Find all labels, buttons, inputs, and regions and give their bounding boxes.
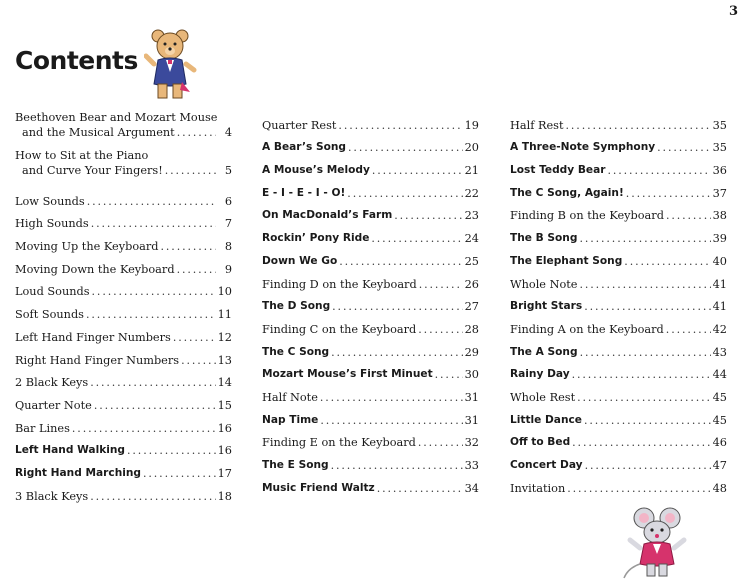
toc-leader-dots [92, 284, 216, 299]
toc-entry-title: 3 Black Keys [15, 489, 89, 503]
toc-entry-title: How to Sit at the Piano [15, 149, 149, 162]
toc-entry-page: 31 [464, 413, 479, 427]
toc-entry-page: 16 [217, 421, 232, 435]
toc-entry-page: 41 [712, 277, 727, 291]
toc-entry-page: 6 [224, 194, 232, 208]
toc-leader-dots [331, 458, 463, 473]
toc-entry-title: and the Musical Argument [22, 126, 175, 139]
toc-entry [15, 110, 232, 148]
toc-leader-dots [624, 254, 710, 269]
toc-leader-dots [579, 231, 710, 246]
toc-leader-dots [181, 353, 216, 368]
toc-entry-page: 20 [464, 141, 479, 155]
toc-entry-page: 43 [712, 345, 727, 359]
toc-entry-page: 34 [464, 481, 479, 495]
toc-leader-dots [584, 299, 710, 314]
toc-entry-title: Little Dance [510, 413, 582, 426]
toc-entry [15, 299, 232, 322]
toc-entry-title: Right Hand Finger Numbers [15, 353, 180, 367]
toc-entry [510, 292, 727, 315]
toc-entry-page: 22 [464, 186, 479, 200]
toc-entry-page: 19 [464, 118, 479, 132]
toc-entry [15, 458, 232, 481]
toc-leader-dots [339, 254, 462, 269]
toc-entry-title: Finding E on the Keyboard [262, 436, 416, 450]
toc-leader-dots [666, 322, 711, 337]
toc-entry-page: 13 [217, 353, 232, 367]
toc-leader-dots [347, 186, 462, 201]
toc-leader-dots [177, 262, 216, 277]
toc-entry [15, 368, 232, 391]
toc-leader-dots [72, 421, 216, 436]
contents-column-2 [262, 110, 479, 496]
toc-entry-page: 28 [464, 322, 479, 336]
toc-entry-title: Rockin’ Pony Ride [262, 232, 370, 245]
toc-entry-page: 45 [712, 413, 727, 427]
toc-leader-dots [607, 163, 710, 178]
toc-entry-title: Nap Time [262, 413, 319, 426]
toc-entry-title: Bright Stars [510, 300, 583, 313]
toc-entry [510, 246, 727, 269]
toc-leader-dots [90, 489, 215, 504]
toc-entry-title: The Elephant Song [510, 254, 623, 267]
page-title: Contents [15, 46, 138, 75]
toc-entry-page: 16 [217, 444, 232, 458]
toc-entry-page: 4 [224, 126, 232, 139]
toc-entry-title: Quarter Note [15, 398, 92, 412]
toc-leader-dots [177, 125, 216, 140]
toc-leader-dots [371, 231, 462, 246]
toc-entry [510, 223, 727, 246]
toc-leader-dots [585, 458, 711, 473]
toc-entry-title: On MacDonald’s Farm [262, 209, 393, 222]
toc-leader-dots [173, 330, 216, 345]
toc-leader-dots [657, 140, 710, 155]
toc-entry-page: 47 [712, 459, 727, 472]
toc-leader-dots [86, 307, 216, 322]
toc-entry-page: 37 [712, 186, 727, 200]
toc-leader-dots [161, 239, 216, 254]
toc-entry-title: Rainy Day [510, 368, 570, 381]
toc-leader-dots [572, 367, 711, 382]
toc-entry-title: Finding B on the Keyboard [510, 209, 664, 223]
toc-leader-dots [666, 208, 711, 223]
toc-entry-page: 36 [712, 164, 727, 178]
toc-entry [15, 390, 232, 413]
toc-leader-dots [580, 277, 711, 292]
toc-leader-dots [87, 194, 216, 209]
toc-entry-title: A Three-Note Symphony [510, 141, 656, 154]
toc-entry [15, 322, 232, 345]
toc-entry [510, 337, 727, 360]
toc-entry-title: Off to Bed [510, 436, 571, 449]
toc-entry [510, 314, 727, 337]
toc-entry-title: Concert Day [510, 459, 583, 471]
toc-entry-title: Bar Lines [15, 421, 70, 435]
toc-leader-dots [320, 390, 463, 405]
toc-entry-page: 40 [712, 254, 727, 268]
toc-leader-dots [418, 322, 462, 337]
toc-entry-title: Low Sounds [15, 194, 85, 208]
contents-column-3 [510, 110, 727, 496]
toc-entry [15, 254, 232, 277]
toc-entry-page: 46 [712, 436, 727, 450]
toc-entry-page: 33 [464, 459, 479, 472]
toc-entry-page: 45 [712, 390, 727, 404]
toc-entry [15, 209, 232, 232]
toc-entry-title: Whole Rest [510, 390, 576, 404]
toc-leader-dots [567, 481, 710, 496]
toc-entry-title: High Sounds [15, 217, 89, 231]
toc-entry-page: 24 [464, 232, 479, 246]
toc-entry-title: E - I - E - I - O! [262, 186, 346, 199]
toc-leader-dots [580, 345, 711, 360]
toc-entry [262, 223, 479, 246]
toc-entry-page: 39 [712, 232, 727, 246]
contents-column-1 [15, 110, 232, 504]
toc-entry-title: The E Song [262, 459, 329, 471]
toc-entry-title: Mozart Mouse’s First Minuet [262, 368, 433, 381]
toc-entry-title: and Curve Your Fingers! [22, 164, 163, 177]
toc-entry-page: 11 [217, 308, 232, 322]
toc-leader-dots [394, 208, 462, 223]
toc-entry [262, 337, 479, 360]
toc-entry-page: 27 [464, 300, 479, 314]
toc-entry-title: Left Hand Walking [15, 444, 126, 457]
toc-entry-page: 18 [217, 489, 232, 503]
toc-entry-title: Right Hand Marching [15, 466, 141, 479]
toc-leader-dots [584, 413, 711, 428]
toc-entry-page: 5 [224, 164, 232, 177]
toc-entry [15, 345, 232, 368]
toc-entry [15, 436, 232, 459]
toc-entry [262, 360, 479, 383]
toc-entry-title: The B Song [510, 232, 578, 245]
toc-leader-dots [127, 443, 216, 458]
toc-entry [15, 148, 232, 186]
toc-entry [15, 413, 232, 436]
toc-entry-page: 7 [224, 217, 232, 231]
toc-entry-page: 30 [464, 368, 479, 382]
toc-leader-dots [165, 163, 216, 178]
toc-entry-title: Invitation [510, 481, 566, 495]
toc-leader-dots [332, 299, 462, 314]
toc-entry-title: Beethoven Bear and Mozart Mouse [15, 111, 218, 124]
toc-entry [510, 269, 727, 292]
toc-leader-dots [372, 163, 463, 178]
toc-entry-page: 44 [712, 368, 727, 382]
toc-entry [262, 405, 479, 428]
toc-entry-page: 38 [712, 209, 727, 223]
toc-entry [262, 178, 479, 201]
toc-entry-page: 29 [464, 345, 479, 359]
toc-leader-dots [418, 435, 463, 450]
toc-leader-dots [419, 277, 463, 292]
toc-entry-title: The C Song [262, 345, 330, 358]
toc-entry-title: Whole Note [510, 277, 578, 291]
toc-entry [510, 201, 727, 224]
toc-entry [262, 428, 479, 451]
toc-entry [262, 110, 479, 133]
toc-entry-title: Down We Go [262, 254, 338, 267]
toc-leader-dots [91, 216, 216, 231]
toc-leader-dots [338, 118, 462, 133]
toc-entry [510, 473, 727, 496]
toc-entry-page: 48 [712, 481, 727, 495]
toc-leader-dots [94, 398, 216, 413]
toc-entry [510, 155, 727, 178]
toc-entry-page: 15 [217, 398, 232, 412]
toc-entry [262, 450, 479, 473]
bear-mascot-icon [144, 26, 198, 102]
toc-leader-dots [320, 413, 462, 428]
toc-entry [262, 246, 479, 269]
toc-entry [262, 382, 479, 405]
toc-entry-title: Loud Sounds [15, 285, 90, 299]
toc-entry [15, 186, 232, 209]
toc-entry-page: 25 [464, 254, 479, 268]
toc-entry-page: 42 [712, 322, 727, 336]
toc-entry-title: Half Rest [510, 118, 564, 132]
toc-entry [262, 133, 479, 156]
toc-entry-title: Finding D on the Keyboard [262, 277, 417, 291]
toc-entry-page: 35 [712, 118, 727, 132]
toc-entry-page: 35 [712, 141, 727, 155]
toc-entry-page: 31 [464, 390, 479, 404]
toc-leader-dots [143, 466, 216, 481]
toc-entry-title: Finding C on the Keyboard [262, 322, 417, 336]
toc-entry [15, 481, 232, 504]
toc-entry-title: The A Song [510, 345, 578, 358]
toc-entry-title: Quarter Rest [262, 118, 337, 132]
toc-entry [510, 178, 727, 201]
toc-leader-dots [626, 186, 711, 201]
toc-entry [510, 133, 727, 156]
toc-leader-dots [331, 345, 462, 360]
toc-entry-title: 2 Black Keys [15, 376, 89, 390]
toc-entry [15, 277, 232, 300]
toc-entry-title: Moving Up the Keyboard [15, 240, 159, 254]
toc-entry-page: 8 [224, 240, 232, 254]
toc-leader-dots [572, 435, 710, 450]
mouse-mascot-icon [622, 506, 692, 580]
toc-entry [510, 428, 727, 451]
toc-entry [510, 382, 727, 405]
toc-leader-dots [377, 481, 463, 496]
toc-entry-page: 32 [464, 436, 479, 450]
toc-entry-title: A Mouse’s Melody [262, 164, 370, 177]
toc-entry-page: 12 [217, 330, 232, 344]
toc-entry [510, 405, 727, 428]
toc-entry [510, 360, 727, 383]
toc-entry [510, 110, 727, 133]
toc-entry-page: 26 [464, 277, 479, 291]
toc-entry [262, 269, 479, 292]
toc-entry-page: 9 [224, 262, 232, 276]
toc-entry-page: 17 [217, 466, 232, 480]
toc-leader-dots [90, 375, 215, 390]
toc-entry-title: Half Note [262, 390, 318, 404]
toc-entry [262, 292, 479, 315]
toc-entry-page: 41 [712, 300, 727, 314]
toc-entry [262, 473, 479, 496]
toc-entry-title: Left Hand Finger Numbers [15, 330, 171, 344]
toc-entry-title: Lost Teddy Bear [510, 164, 606, 177]
toc-entry-page: 23 [464, 209, 479, 223]
toc-entry [262, 155, 479, 178]
toc-leader-dots [348, 140, 463, 155]
toc-entry-title: Music Friend Waltz [262, 481, 375, 494]
toc-entry [510, 450, 727, 473]
toc-entry [15, 231, 232, 254]
toc-entry-title: Soft Sounds [15, 308, 84, 322]
toc-entry-page: 21 [464, 164, 479, 178]
toc-entry-title: Moving Down the Keyboard [15, 262, 175, 276]
toc-leader-dots [435, 367, 463, 382]
toc-entry-title: A Bear’s Song [262, 141, 347, 154]
toc-leader-dots [577, 390, 711, 405]
toc-entry-page: 10 [217, 285, 232, 299]
toc-entry-title: The C Song, Again! [510, 186, 624, 199]
toc-entry [262, 201, 479, 224]
toc-entry-title: Finding A on the Keyboard [510, 322, 664, 336]
page-number: 3 [728, 4, 738, 19]
toc-entry-title: The D Song [262, 300, 331, 313]
toc-entry-page: 14 [217, 376, 232, 390]
toc-leader-dots [566, 118, 711, 133]
toc-entry [262, 314, 479, 337]
